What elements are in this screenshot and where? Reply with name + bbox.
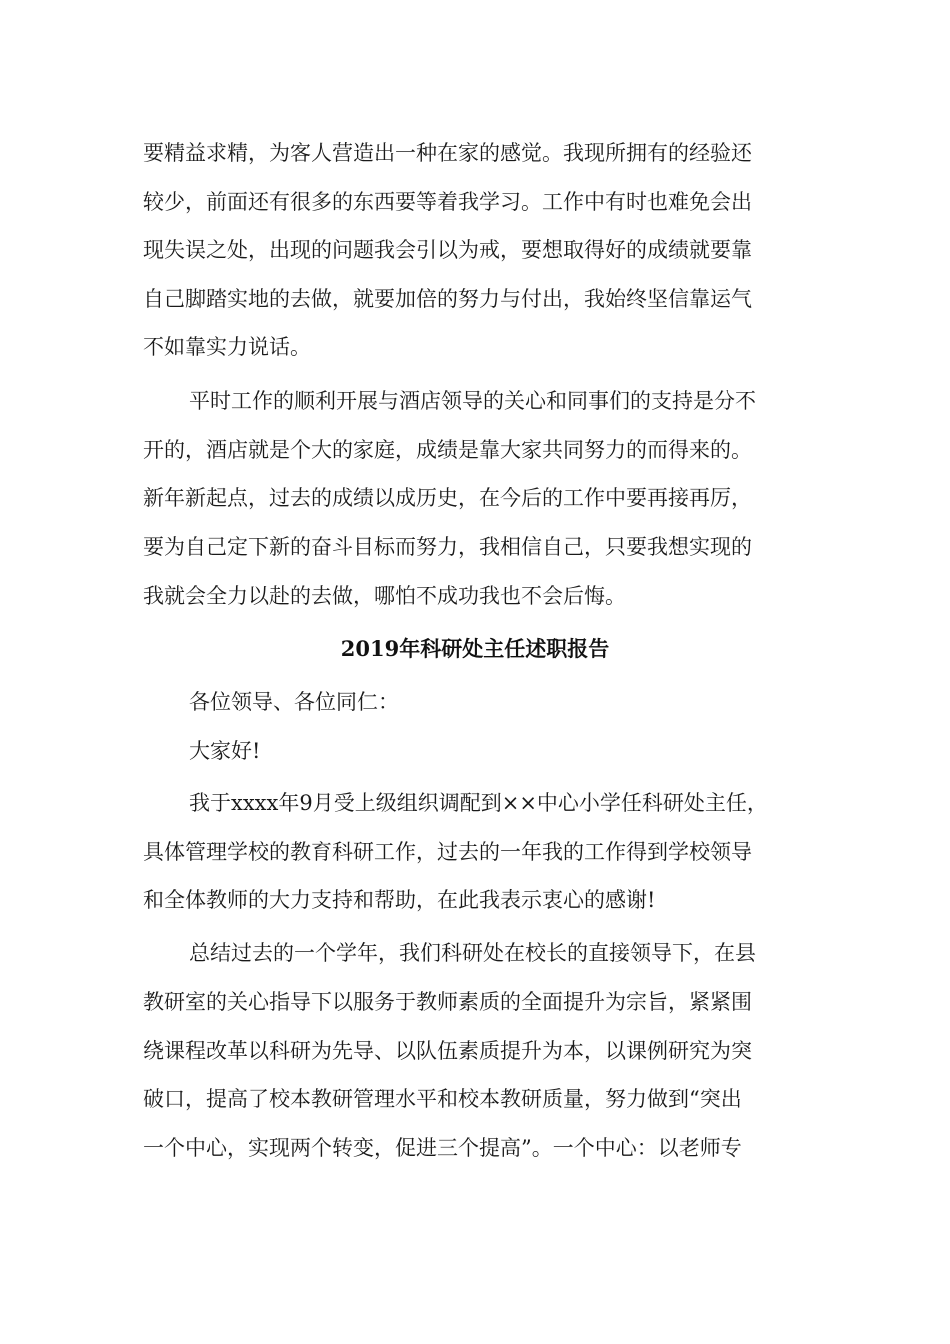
text-line: 要为自己定下新的奋斗目标而努力，我相信自己，只要我想实现的 — [143, 535, 752, 559]
text-line: 破口，提高了校本教研管理水平和校本教研质量，努力做到“突出 — [143, 1087, 742, 1111]
greeting: 大家好! — [189, 739, 261, 763]
text-line: 开的，酒店就是个大的家庭，成绩是靠大家共同努力的而得来的。 — [143, 438, 752, 462]
text-line: 自己脚踏实地的去做，就要加倍的努力与付出，我始终坚信靠运气 — [143, 287, 752, 311]
text-line: 要精益求精，为客人营造出一种在家的感觉。我现所拥有的经验还 — [143, 141, 752, 165]
text-line: 教研室的关心指导下以服务于教师素质的全面提升为宗旨，紧紧围 — [143, 990, 752, 1014]
salutation: 各位领导、各位同仁： — [189, 690, 399, 714]
text-line: 我就会全力以赴的去做，哪怕不成功我也不会后悔。 — [143, 584, 626, 608]
text-line: 我于xxxx年9月受上级组织调配到××中心小学任科研处主任， — [189, 791, 768, 815]
text-line: 平时工作的顺利开展与酒店领导的关心和同事们的支持是分不 — [189, 389, 756, 413]
text-line: 一个中心，实现两个转变，促进三个提高”。一个中心：以老师专 — [143, 1136, 742, 1160]
text-line: 具体管理学校的教育科研工作，过去的一年我的工作得到学校领导 — [143, 840, 752, 864]
text-line: 现失误之处，出现的问题我会引以为戒，要想取得好的成绩就要靠 — [143, 238, 752, 262]
text-line: 不如靠实力说话。 — [143, 335, 311, 359]
text-line: 绕课程改革以科研为先导、以队伍素质提升为本，以课例研究为突 — [143, 1039, 752, 1063]
text-line: 总结过去的一个学年，我们科研处在校长的直接领导下，在县 — [189, 941, 756, 965]
text-line: 新年新起点，过去的成绩以成历史，在今后的工作中要再接再厉， — [143, 486, 752, 510]
text-line: 和全体教师的大力支持和帮助，在此我表示衷心的感谢! — [143, 888, 656, 912]
text-line: 较少，前面还有很多的东西要等着我学习。工作中有时也难免会出 — [143, 190, 752, 214]
report-title: 2019年科研处主任述职报告 — [340, 636, 610, 661]
